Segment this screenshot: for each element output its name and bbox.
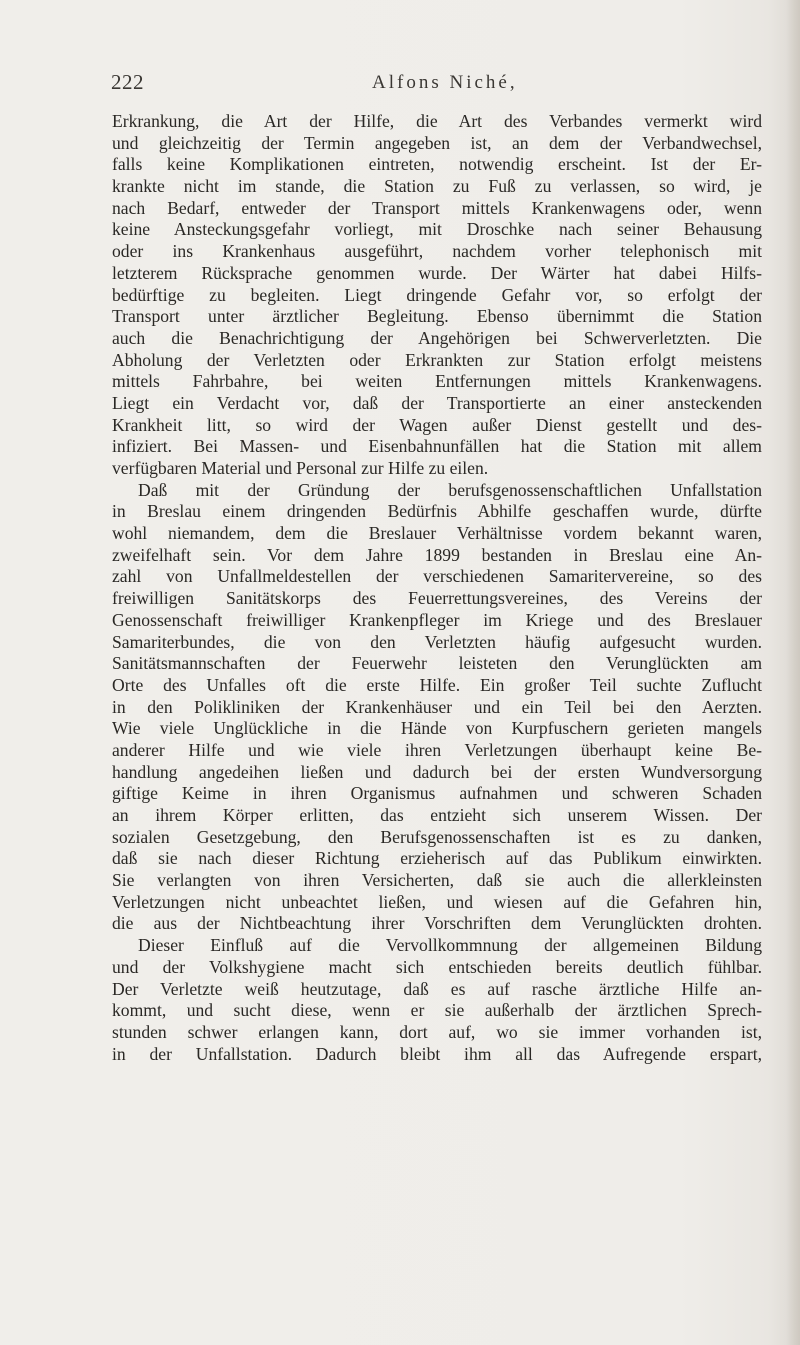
text-line: Dieser Einfluß auf die Vervollkommnung der allgemeinen Bildung [138,935,762,956]
text-line: die aus der Nichtbeachtung ihrer Vorschriften dem Verunglückten drohten. [112,913,762,934]
text-line: zahl von Unfallmeldestellen der verschiedenen Samaritervereine, so des [112,566,762,587]
text-line: handlung angedeihen ließen und dadurch bei der ersten Wundversorgung [112,761,762,782]
text-line: Orte des Unfalles oft die erste Hilfe. Ein großer Teil suchte Zuflucht [112,674,762,695]
text-line: Transport unter ärztlicher Begleitung. Ebenso übernimmt die Station [112,306,762,327]
text-line: Krankheit litt, so wird der Wagen außer Dienst gestellt und des- [112,414,762,435]
text-line: letzterem Rücksprache genommen wurde. Der Wärter hat dabei Hilfs- [112,262,762,283]
text-line: sozialen Gesetzgebung, den Berufsgenossenschaften ist es zu danken, [112,826,762,847]
text-line: und der Volkshygiene macht sich entschieden bereits deutlich fühlbar. [112,956,762,977]
text-line: anderer Hilfe und wie viele ihren Verletzungen überhaupt keine Be- [112,739,762,760]
text-line: Verletzungen nicht unbeachtet ließen, und wiesen auf die Gefahren hin, [112,891,762,912]
text-line: Erkrankung, die Art der Hilfe, die Art des Verbandes vermerkt wird [112,111,762,131]
page-edge-shadow [786,0,800,1345]
body-text [112,111,762,1065]
text-line: verfügbaren Material und Personal zur Hilfe zu eilen. [112,458,489,478]
text-line: an ihrem Körper erlitten, das entzieht sich unserem Wissen. Der [112,805,762,825]
text-line: bedürftige zu begleiten. Liegt dringende Gefahr vor, so erfolgt der [112,284,762,305]
text-line: Der Verletzte weiß heutzutage, daß es auf rasche ärztliche Hilfe an- [112,978,762,999]
page-number: 222 [111,70,144,94]
text-line: in den Polikliniken der Krankenhäuser und ein Teil bei den Aerzten. [112,696,762,717]
text-line: in Breslau einem dringenden Bedürfnis Abhilfe geschaffen wurde, dürfte [112,501,762,522]
text-line: Samariterbundes, die von den Verletzten häufig aufgesucht wurden. [112,631,762,652]
text-line: zweifelhaft sein. Vor dem Jahre 1899 bestanden in Breslau eine An- [112,544,762,565]
text-line: oder ins Krankenhaus ausgeführt, nachdem vorher telephonisch mit [112,241,762,262]
text-line: krankte nicht im stande, die Station zu Fuß zu verlassen, so wird, je [112,176,762,197]
text-line: Sie verlangten von ihren Versicherten, daß sie auch die allerkleinsten [112,870,762,891]
text-line: Genossenschaft freiwilliger Krankenpfleger im Kriege und des Breslauer [112,609,762,630]
text-line: kommt, und sucht diese, wenn er sie außerhalb der ärztlichen Sprech- [112,1000,762,1021]
text-line: und gleichzeitig der Termin angegeben ist, an dem der Verbandwechsel, [112,132,762,153]
text-line: Sanitätsmannschaften der Feuerwehr leisteten den Verunglückten am [112,653,762,674]
text-line: infiziert. Bei Massen- und Eisenbahnunfällen hat die Station mit allem [112,436,762,457]
text-line: falls keine Komplikationen eintreten, notwendig erscheint. Ist der Er- [112,154,762,175]
text-line: mittels Fahrbahre, bei weiten Entfernungen mittels Krankenwagens. [112,371,762,392]
text-line: stunden schwer erlangen kann, dort auf, wo sie immer vorhanden ist, [112,1021,762,1042]
text-line: nach Bedarf, entweder der Transport mittels Krankenwagens oder, wenn [112,197,762,218]
text-line: Liegt ein Verdacht vor, daß der Transportierte an einer ansteckenden [112,392,762,413]
text-line: wohl niemandem, dem die Breslauer Verhältnisse vordem bekannt waren, [112,523,762,544]
text-line: freiwilligen Sanitätskorps des Feuerrettungsvereines, des Vereins der [112,588,762,609]
text-line: giftige Keime in ihren Organismus aufnahmen und schweren Schaden [112,783,762,804]
text-line: in der Unfallstation. Dadurch bleibt ihm all das Aufregende erspart, [112,1043,762,1064]
text-line: auch die Benachrichtigung der Angehörigen bei Schwerverletzten. Die [112,327,762,348]
text-line: daß sie nach dieser Richtung erzieherisch auf das Publikum einwirkten. [112,848,762,869]
text-line: Abholung der Verletzten oder Erkrankten zur Station erfolgt meistens [112,349,762,370]
text-line: Daß mit der Gründung der berufsgenossenschaftlichen Unfallstation [138,479,762,500]
text-line: Wie viele Unglückliche in die Hände von Kurpfuschern gerieten mangels [112,718,762,739]
running-head: Alfons Niché, [372,72,518,93]
text-line: keine Ansteckungsgefahr vorliegt, mit Droschke nach seiner Behausung [112,219,762,240]
